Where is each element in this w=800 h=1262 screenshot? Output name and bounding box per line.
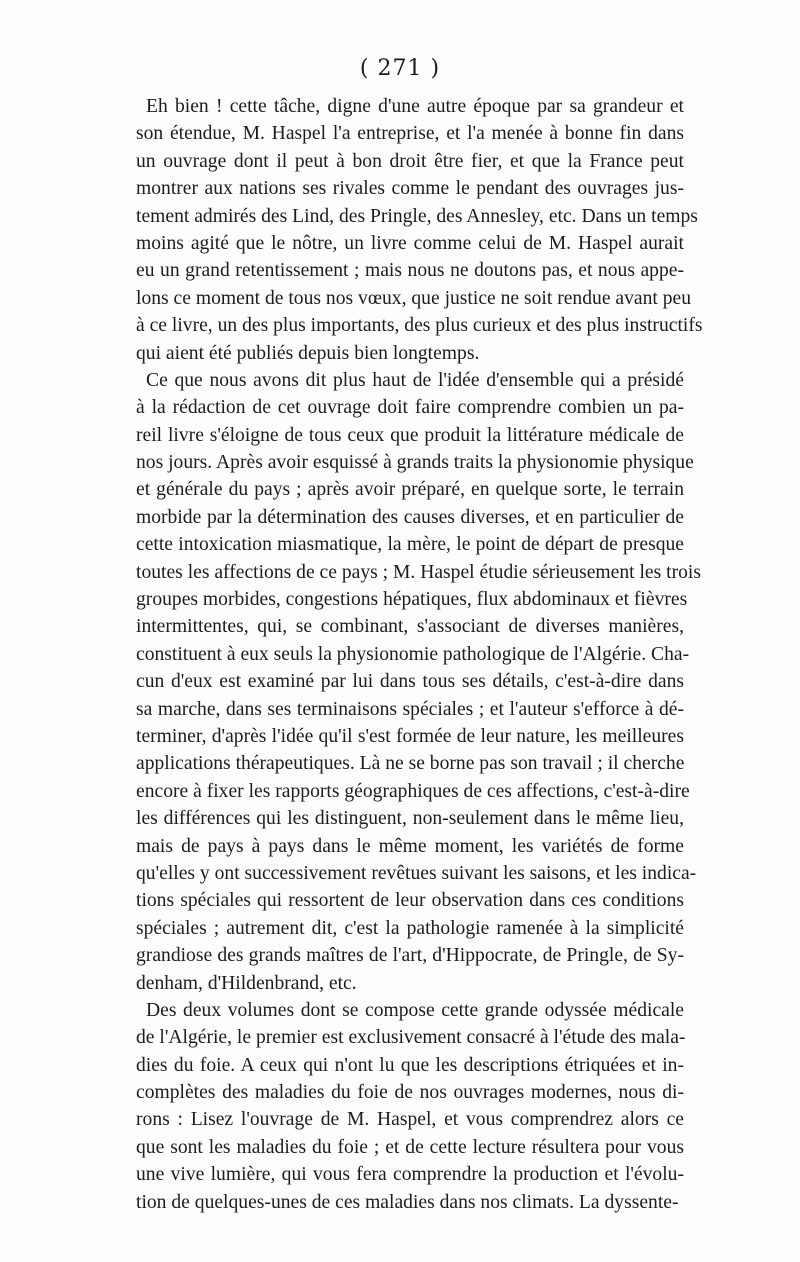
text-line: dies du foie. A ceux qui n'ont lu que les descriptions étriquées et in- bbox=[136, 1054, 684, 1076]
text-line: groupes morbides, congestions hépatiques, flux abdominaux et fièvres bbox=[136, 589, 688, 611]
text-line: Eh bien ! cette tâche, digne d'une autre époque par sa grandeur et bbox=[146, 96, 684, 117]
text-line: eu un grand retentissement ; mais nous ne doutons pas, et nous appe- bbox=[136, 260, 684, 282]
text-line: sa marche, dans ses terminaisons spéciales ; et l'auteur s'efforce à dé- bbox=[136, 698, 684, 720]
text-line: nos jours. Après avoir esquissé à grands traits la physionomie physique bbox=[136, 452, 694, 474]
page-number: ( 271 ) bbox=[359, 56, 441, 81]
text-line: rons : Lisez l'ouvrage de M. Haspel, et vous comprendrez alors ce bbox=[136, 1109, 684, 1131]
text-line: et générale du pays ; après avoir préparé, en quelque sorte, le terrain bbox=[136, 479, 684, 501]
text-line: à ce livre, un des plus importants, des plus curieux et des plus instructifs bbox=[136, 315, 703, 337]
text-line: reil livre s'éloigne de tous ceux que produit la littérature médicale de bbox=[136, 424, 684, 446]
text-line: grandiose des grands maîtres de l'art, d'Hippocrate, de Pringle, de Sy- bbox=[136, 945, 684, 967]
text-line: denham, d'Hildenbrand, etc. bbox=[136, 972, 357, 994]
paragraph bbox=[136, 367, 701, 997]
text-line: de l'Algérie, le premier est exclusivement consacré à l'étude des mala- bbox=[136, 1027, 686, 1049]
text-line: que sont les maladies du foie ; et de cette lecture résultera pour vous bbox=[136, 1136, 684, 1158]
text-line: intermittentes, qui, se combinant, s'associant de diverses manières, bbox=[136, 616, 684, 638]
text-line: applications thérapeutiques. Là ne se borne pas son travail ; il cherche bbox=[136, 753, 685, 775]
body-text bbox=[136, 93, 703, 1216]
text-line: tement admirés des Lind, des Pringle, des Annesley, etc. Dans un temps bbox=[136, 205, 698, 227]
text-line: qu'elles y ont successivement revêtues suivant les saisons, et les indica- bbox=[136, 862, 697, 884]
text-line: Des deux volumes dont se compose cette grande odyssée médicale bbox=[146, 999, 684, 1021]
text-line: encore à fixer les rapports géographiques de ces affections, c'est-à-dire bbox=[136, 780, 690, 802]
text-line: terminer, d'après l'idée qu'il s'est formée de leur nature, les meilleures bbox=[136, 725, 684, 747]
text-line: morbide par la détermination des causes diverses, et en particulier de bbox=[136, 506, 684, 528]
text-line: lons ce moment de tous nos vœux, que justice ne soit rendue avant peu bbox=[136, 287, 692, 309]
text-line: tion de quelques-unes de ces maladies dans nos climats. La dyssente- bbox=[136, 1191, 679, 1213]
text-line: constituent à eux seuls la physionomie pathologique de l'Algérie. Cha- bbox=[136, 643, 690, 665]
text-line: toutes les affections de ce pays ; M. Haspel étudie sérieusement les trois bbox=[136, 561, 701, 583]
text-line: spéciales ; autrement dit, c'est la pathologie ramenée à la simplicité bbox=[136, 917, 684, 939]
text-line: moins agité que le nôtre, un livre comme celui de M. Haspel aurait bbox=[136, 232, 684, 254]
text-line: Ce que nous avons dit plus haut de l'idée d'ensemble qui a présidé bbox=[146, 369, 684, 391]
text-line: montrer aux nations ses rivales comme le pendant des ouvrages jus- bbox=[136, 178, 684, 200]
text-line: un ouvrage dont il peut à bon droit être fier, et que la France peut bbox=[136, 150, 684, 172]
text-line: cun d'eux est examiné par lui dans tous ses détails, c'est-à-dire dans bbox=[136, 671, 684, 693]
text-line: une vive lumière, qui vous fera comprendre la production et l'évolu- bbox=[136, 1164, 684, 1186]
text-line: son étendue, M. Haspel l'a entreprise, et l'a menée à bonne fin dans bbox=[136, 123, 684, 145]
text-line: à la rédaction de cet ouvrage doit faire comprendre combien un pa- bbox=[136, 397, 684, 419]
text-line: complètes des maladies du foie de nos ouvrages modernes, nous di- bbox=[136, 1082, 684, 1104]
paragraph bbox=[136, 997, 684, 1216]
text-line: qui aient été publiés depuis bien longtemps. bbox=[136, 342, 480, 364]
text-line: les différences qui les distinguent, non-seulement dans le même lieu, bbox=[136, 808, 684, 830]
text-line: cette intoxication miasmatique, la mère, le point de départ de presque bbox=[136, 534, 684, 556]
paragraph bbox=[136, 93, 703, 367]
text-line: tions spéciales qui ressortent de leur observation dans ces conditions bbox=[136, 890, 684, 912]
text-line: mais de pays à pays dans le même moment, les variétés de forme bbox=[136, 835, 684, 857]
